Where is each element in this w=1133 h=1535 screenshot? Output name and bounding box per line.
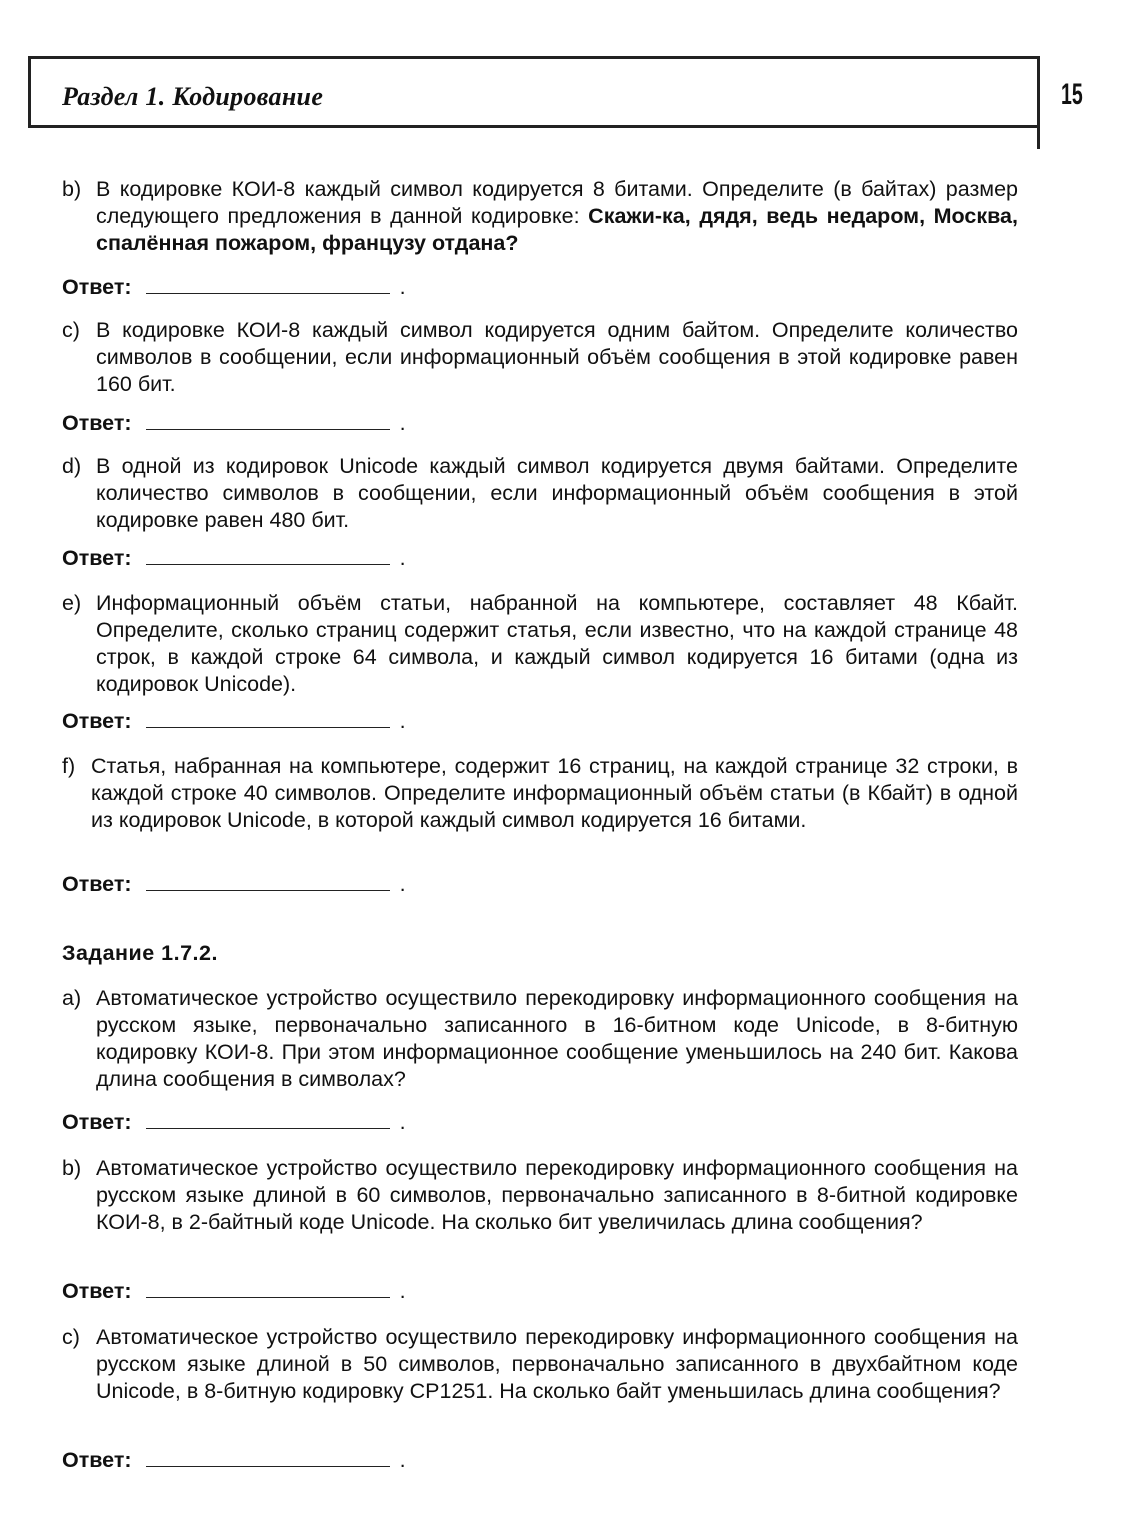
item-letter: e) — [62, 591, 82, 615]
page-number: 15 — [1061, 78, 1083, 111]
answer-period: . — [399, 1279, 406, 1303]
item-text — [96, 176, 1018, 257]
answer-period: . — [399, 411, 406, 435]
answer-label: Ответ: — [62, 1110, 132, 1134]
task-item-c — [62, 1324, 1018, 1405]
item-letter: c) — [62, 318, 80, 342]
answer-row — [62, 410, 406, 437]
answer-period: . — [399, 872, 406, 896]
item-text: Информационный объём статьи, набранной на компьютере, составляет 48 Кбайт. Определите, сколько страниц содержит статья, если известно, что на каждой странице 48 строк, в каждой строке 64 символа, и каждый символ кодируется 16 битами (одна из кодировок Unicode). — [96, 591, 1018, 696]
exercise-item-c — [62, 317, 1018, 398]
answer-row — [62, 1109, 406, 1136]
answer-blank[interactable] — [146, 546, 390, 565]
answer-period: . — [399, 546, 406, 570]
answer-period: . — [399, 1448, 406, 1472]
item-letter: a) — [62, 986, 82, 1010]
answer-label: Ответ: — [62, 1448, 132, 1472]
answer-label: Ответ: — [62, 275, 132, 299]
answer-blank[interactable] — [146, 275, 390, 294]
answer-blank[interactable] — [146, 872, 390, 891]
answer-label: Ответ: — [62, 1279, 132, 1303]
exercise-item-b — [62, 176, 1018, 257]
item-text: Автоматическое устройство осуществило перекодировку информационного сообщения на русском языке длиной в 50 символов, первоначально записанного в двухбайтном коде Unicode, в 8-битную кодировку CP1251. На сколько байт уменьшилась длина сообщения? — [96, 1325, 1018, 1403]
answer-period: . — [399, 275, 406, 299]
item-text: В одной из кодировок Unicode каждый символ кодируется двумя байтами. Определите количество символов в сообщении, если информационный объём сообщения в этой кодировке равен 480 бит. — [96, 454, 1018, 532]
answer-label: Ответ: — [62, 872, 132, 896]
item-letter: b) — [62, 177, 82, 201]
answer-row — [62, 1278, 406, 1305]
answer-row — [62, 274, 406, 301]
item-text: Статья, набранная на компьютере, содержит 16 страниц, на каждой странице 32 строки, в каждой строке 40 символов. Определите информационный объём статьи (в Кбайт) в одной из кодировок Unicode, в которой каждый символ кодируется 16 битами. — [91, 754, 1018, 832]
item-letter: d) — [62, 454, 82, 478]
item-text-plain: В кодировке КОИ-8 каждый символ кодируется 8 битами. Определите (в байтах) размер следующего предложения в данной кодировке: — [96, 177, 1018, 228]
answer-blank[interactable] — [146, 411, 390, 430]
answer-blank[interactable] — [146, 1110, 390, 1129]
task-item-a — [62, 985, 1018, 1093]
item-text: Автоматическое устройство осуществило перекодировку информационного сообщения на русском языке, первоначально записанного в 16-битном коде Unicode, в 8-битную кодировку КОИ-8. При этом информационное сообщение уменьшилось на 240 бит. Какова длина сообщения в символах? — [96, 986, 1018, 1091]
answer-row — [62, 871, 406, 898]
task-item-b — [62, 1155, 1018, 1236]
answer-row — [62, 1447, 406, 1474]
answer-period: . — [399, 1110, 406, 1134]
answer-label: Ответ: — [62, 546, 132, 570]
exercise-item-f — [62, 753, 1018, 834]
item-text-bold: Скажи-ка, дядя, ведь недаром, Москва, спалённая пожаром, французу отдана? — [96, 204, 1018, 255]
answer-label: Ответ: — [62, 709, 132, 733]
item-letter: f) — [62, 754, 76, 778]
answer-blank[interactable] — [146, 1279, 390, 1298]
exercise-item-d — [62, 453, 1018, 534]
item-letter: b) — [62, 1156, 82, 1180]
answer-blank[interactable] — [146, 1448, 390, 1467]
item-text: Автоматическое устройство осуществило перекодировку информационного сообщения на русском языке длиной в 60 символов, первоначально записанного в 8-битной кодировке КОИ-8, в 2-байтный коде Unicode. На сколько бит увеличилась длина сообщения? — [96, 1156, 1018, 1234]
section-title: Раздел 1. Кодирование — [62, 82, 324, 111]
task-heading: Задание 1.7.2. — [62, 941, 218, 965]
exercise-item-e — [62, 590, 1018, 698]
item-letter: c) — [62, 1325, 80, 1349]
answer-row — [62, 708, 406, 735]
answer-label: Ответ: — [62, 411, 132, 435]
answer-blank[interactable] — [146, 709, 390, 728]
answer-row — [62, 545, 406, 572]
item-text: В кодировке КОИ-8 каждый символ кодируется одним байтом. Определите количество символов в сообщении, если информационный объём сообщения в этой кодировке равен 160 бит. — [96, 318, 1018, 396]
answer-period: . — [399, 709, 406, 733]
